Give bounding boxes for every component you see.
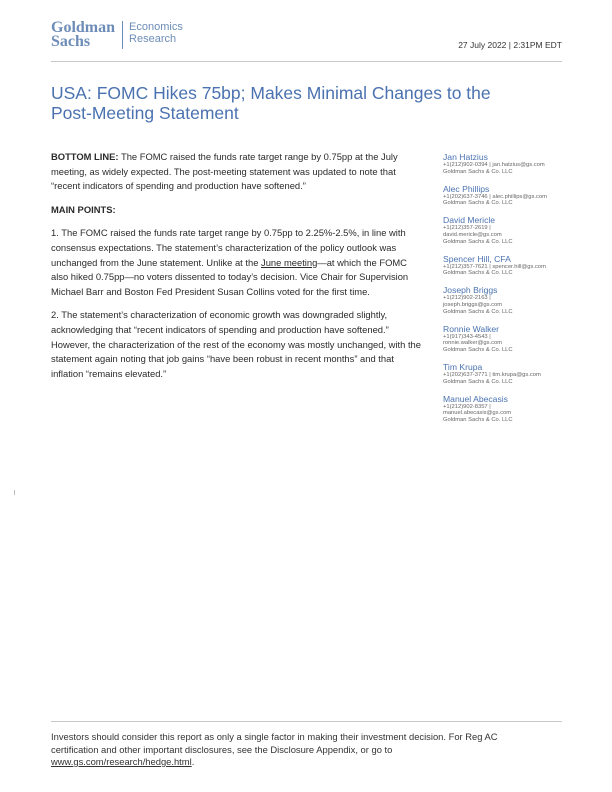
author-name[interactable]: David Mericle: [443, 215, 496, 226]
goldman-sachs-logo: [51, 21, 183, 49]
author-contact: +1(212)902-2163 |: [443, 295, 491, 302]
logo-wordmark: [51, 21, 115, 49]
author-email: manuel.abecasis@gs.com: [443, 410, 512, 417]
logo-line-research: Research: [129, 33, 177, 45]
author-firm: Goldman Sachs & Co. LLC: [443, 417, 513, 424]
author-card: [443, 285, 573, 315]
author-email: david.mericle@gs.com: [443, 231, 502, 238]
main-point-2: 2. The statement’s characterization of economic growth was downgraded slightly, acknowledging that “recent indicators of spending and production have softened.” However, the characterization of the rest of the economy was mostly unchanged, with the statement again noting that job gains “have been robust in recent months” and that inflation “remains elevated.”: [51, 309, 421, 379]
author-card: [443, 215, 573, 245]
author-card: [443, 254, 573, 278]
author-email: ronnie.walker@gs.com: [443, 340, 503, 347]
author-firm: Goldman Sachs & Co. LLC: [443, 308, 513, 315]
author-card: [443, 184, 573, 208]
header-divider: [51, 61, 562, 62]
author-contact: +1(202)637-3746 | alec.phillips@gs.com: [443, 193, 547, 200]
main-points-heading: MAIN POINTS:: [51, 203, 116, 215]
author-contact: +1(212)902-0394 | jan.hatzius@gs.com: [443, 162, 545, 168]
logo-divider: [122, 21, 123, 49]
author-firm: Goldman Sachs & Co. LLC: [443, 238, 513, 245]
june-meeting-link[interactable]: June meeting: [261, 256, 318, 268]
footer-divider: [51, 721, 562, 722]
author-card: [443, 152, 573, 176]
bottom-line-label: BOTTOM LINE:: [51, 151, 119, 162]
report-body: [51, 150, 423, 390]
logo-line-economics: Economics: [129, 21, 183, 33]
author-card: [443, 362, 573, 386]
disclosure-text: Investors should consider this report as only a single factor in making their investment decision. For Reg AC certification and other important disclosures, see the Disclosure Appendix, or go to: [51, 731, 498, 755]
main-point-1: [51, 226, 423, 299]
logo-line-goldman: Goldman: [51, 19, 116, 36]
author-name[interactable]: Alec Phillips: [443, 183, 490, 194]
author-firm: Goldman Sachs & Co. LLC: [443, 168, 513, 175]
margin-mark: [14, 490, 15, 495]
author-contact: +1(202)637-3771 | tim.krupa@gs.com: [443, 371, 541, 378]
author-contact: +1(917)343-4543 |: [443, 333, 491, 340]
author-name[interactable]: Jan Hatzius: [443, 152, 488, 162]
author-email: joseph.briggs@gs.com: [443, 301, 503, 308]
logo-unit: [129, 21, 183, 45]
author-name[interactable]: Joseph Briggs: [443, 285, 498, 296]
author-name[interactable]: Ronnie Walker: [443, 323, 500, 334]
author-name[interactable]: Spencer Hill, CFA: [443, 253, 511, 264]
author-list: [443, 152, 573, 432]
logo-line-sachs: Sachs: [51, 33, 91, 50]
disclosure-link[interactable]: www.gs.com/research/hedge.html: [51, 756, 192, 767]
author-card: [443, 324, 573, 354]
disclosure-footer: [51, 731, 511, 769]
author-contact: +1(212)902-8357 |: [443, 403, 491, 410]
point1-text-b: —at which the FOMC also hiked 0.75pp—no voters dissented to today’s decision. Vice Chair for Supervision Michael Barr and Boston Fed President Susan Collins voted for the first time.: [51, 256, 409, 297]
bottom-line-text: The FOMC raised the funds rate target range by 0.75pp at the July meeting, as widely expected. The post-meeting statement was updated to note that “recent indicators of spending and production have softened.”: [51, 151, 398, 192]
bottom-line-paragraph: [51, 150, 423, 194]
author-firm: Goldman Sachs & Co. LLC: [443, 378, 513, 385]
author-firm: Goldman Sachs & Co. LLC: [443, 270, 513, 277]
author-contact: +1(212)357-7621 | spencer.hill@gs.com: [443, 263, 546, 270]
disclosure-end: .: [191, 756, 195, 767]
point1-text-a: 1. The FOMC raised the funds rate target range by 0.75pp to 2.25%-2.5%, in line with consensus expectations. The statement’s characterization of the policy outlook was unchanged from the June statement. Unlike at the: [51, 227, 406, 268]
author-contact: +1(212)357-2619 |: [443, 225, 491, 232]
publication-date: 27 July 2022 | 2:31PM EDT: [458, 40, 562, 50]
report-title: USA: FOMC Hikes 75bp; Makes Minimal Changes to the Post-Meeting Statement: [51, 83, 491, 123]
author-firm: Goldman Sachs & Co. LLC: [443, 200, 513, 207]
author-card: [443, 394, 573, 424]
author-name[interactable]: Manuel Abecasis: [443, 393, 508, 404]
author-firm: Goldman Sachs & Co. LLC: [443, 347, 513, 354]
author-name[interactable]: Tim Krupa: [443, 361, 483, 372]
